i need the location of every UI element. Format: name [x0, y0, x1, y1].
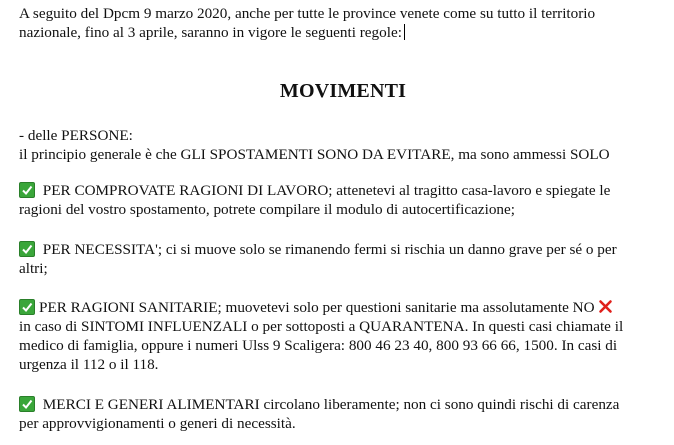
item-line-1: PER COMPROVATE RAGIONI DI LAVORO; attenetevi al tragitto casa-lavoro e spiegate le	[39, 182, 611, 199]
list-item	[19, 181, 667, 219]
section-heading: MOVIMENTI	[279, 80, 407, 102]
item-line-2: altri;	[19, 260, 48, 277]
text-cursor	[404, 24, 405, 40]
item-line-1: MERCI E GENERI ALIMENTARI circolano liberamente; non ci sono quindi rischi di carenza	[39, 396, 620, 413]
intro-paragraph	[19, 4, 667, 42]
check-icon	[19, 299, 35, 315]
intro-line-2: nazionale, fino al 3 aprile, saranno in vigore le seguenti regole:	[19, 24, 402, 41]
check-icon	[19, 182, 35, 198]
cross-icon	[598, 299, 613, 314]
check-icon	[19, 396, 35, 412]
item-line-3: medico di famiglia, oppure i numeri Ulss 9 Scaligera: 800 46 23 40, 800 93 66 66, 1500. In casi di	[19, 337, 618, 354]
list-item	[19, 240, 667, 278]
item-line-1: PER RAGIONI SANITARIE; muovetevi solo per questioni sanitarie ma assolutamente NO	[39, 299, 595, 316]
list-item	[19, 298, 667, 374]
list-item	[19, 395, 667, 433]
item-line-2: ragioni del vostro spostamento, potrete compilare il modulo di autocertificazione;	[19, 201, 515, 218]
persons-line-1: - delle PERSONE:	[19, 127, 133, 144]
item-line-4: urgenza il 112 o il 118.	[19, 356, 159, 373]
persons-paragraph	[19, 126, 667, 164]
check-icon	[19, 241, 35, 257]
item-line-1: PER NECESSITA'; ci si muove solo se rimanendo fermi si rischia un danno grave per sé o per	[39, 241, 617, 258]
item-line-2: per approvvigionamenti o generi di necessità.	[19, 415, 296, 432]
persons-line-2: il principio generale è che GLI SPOSTAMENTI SONO DA EVITARE, ma sono ammessi SOLO	[19, 146, 610, 163]
intro-line-1: A seguito del Dpcm 9 marzo 2020, anche per tutte le province venete come su tutto il territorio	[19, 5, 596, 22]
item-line-2: in caso di SINTOMI INFLUENZALI o per sottoposti a QUARANTENA. In questi casi chiamate il	[19, 318, 624, 335]
